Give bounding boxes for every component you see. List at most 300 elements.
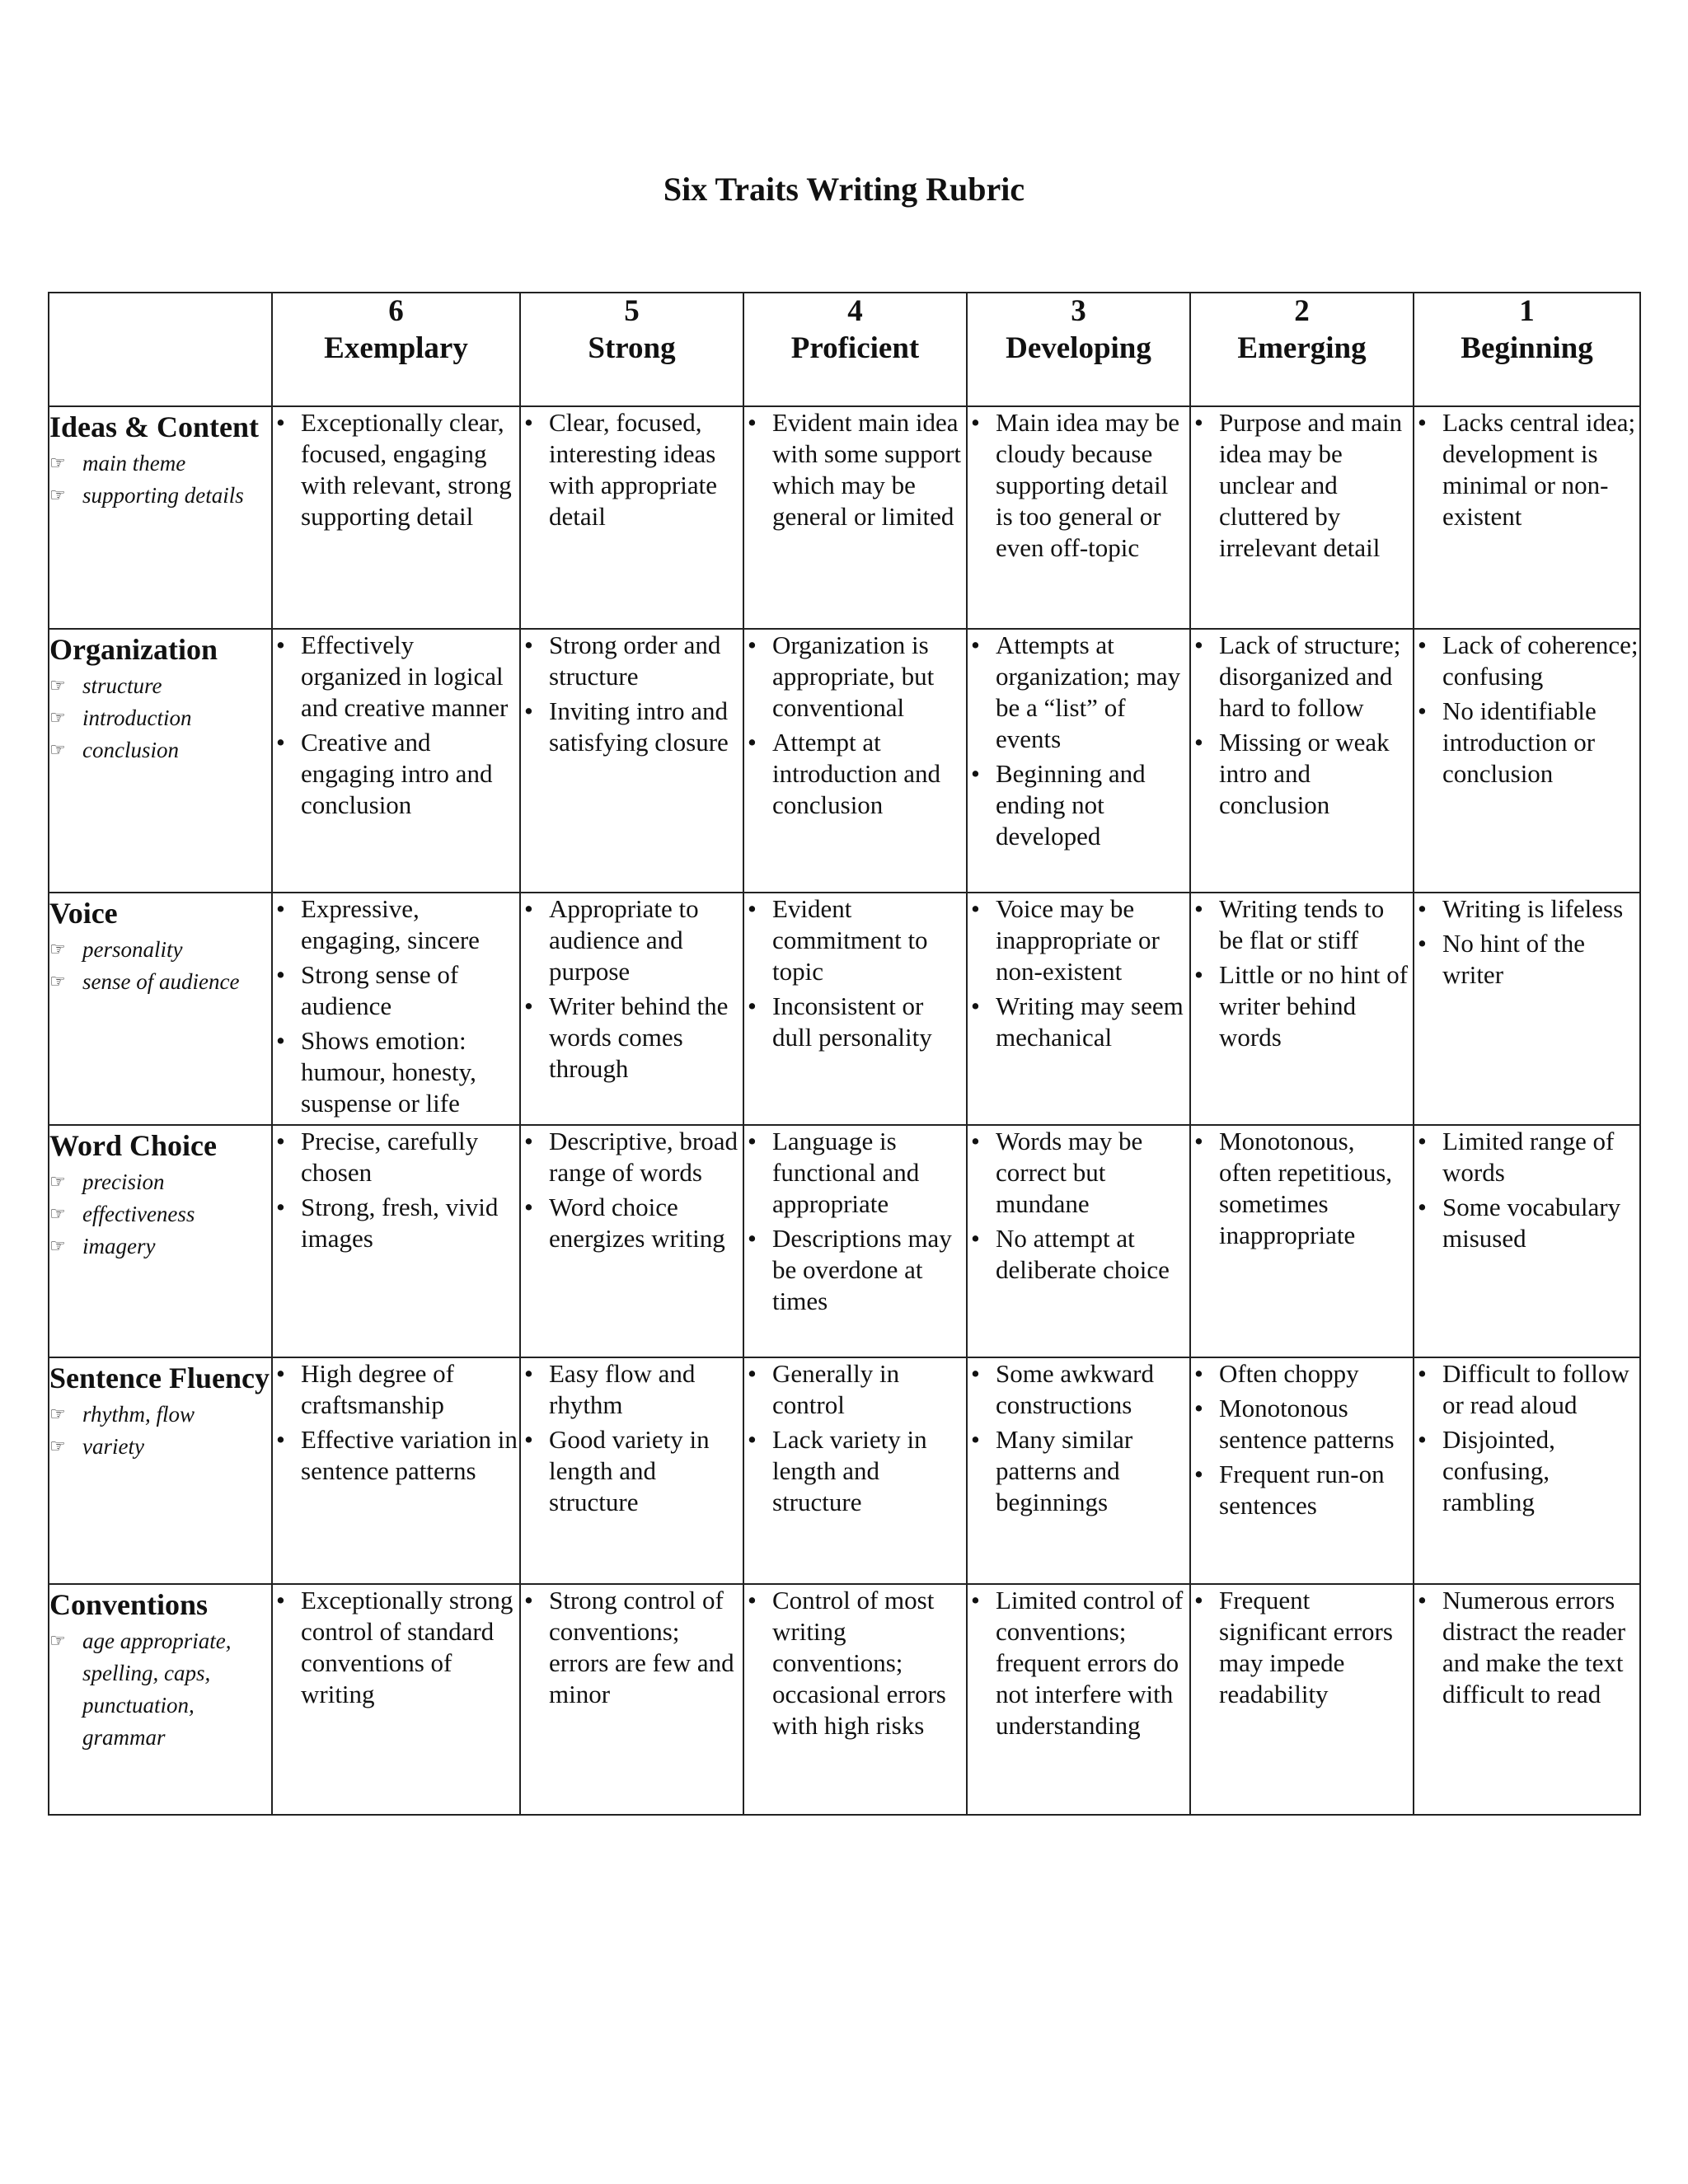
trait-subpoint [49, 1625, 271, 1754]
descriptor-list [968, 1126, 1189, 1286]
descriptor-list [1414, 630, 1639, 790]
trait-cell [49, 1357, 272, 1584]
descriptor-item [521, 696, 743, 758]
descriptor-list [968, 630, 1189, 852]
level-header [1414, 293, 1640, 406]
descriptor-text: No hint of the writer [1442, 929, 1586, 989]
bullet-icon: • [971, 408, 980, 437]
descriptor-text: Attempt at introduction and conclusion [772, 728, 941, 819]
descriptor-text: Lack variety in length and structure [772, 1425, 927, 1516]
level-number: 6 [388, 294, 404, 328]
descriptor-item [968, 1585, 1189, 1741]
descriptor-list [273, 1126, 519, 1254]
descriptor-cell [272, 1125, 520, 1357]
descriptor-item [521, 1192, 743, 1254]
trait-subpoint-text: imagery [82, 1234, 156, 1258]
trait-subpoints [49, 670, 271, 766]
descriptor-text: Often choppy [1219, 1359, 1359, 1388]
descriptor-text: Strong, fresh, vivid images [301, 1193, 499, 1253]
descriptor-text: Good variety in length and structure [549, 1425, 710, 1516]
bullet-icon: • [1418, 1193, 1427, 1221]
bullet-icon: • [1418, 1127, 1427, 1155]
descriptor-text: Strong control of conventions; errors are few and minor [549, 1586, 734, 1708]
descriptor-text: Easy flow and rhythm [549, 1359, 696, 1419]
bullet-icon: • [276, 894, 285, 923]
descriptor-item [521, 893, 743, 987]
trait-subpoint-text: variety [82, 1434, 144, 1459]
level-number: 4 [847, 294, 863, 328]
trait-subpoint-text: main theme [82, 451, 186, 476]
descriptor-text: Monotonous, often repetitious, sometimes inappropriate [1219, 1127, 1393, 1249]
bullet-icon: • [971, 991, 980, 1020]
bullet-icon: • [276, 728, 285, 757]
descriptor-item [521, 1126, 743, 1188]
descriptor-item [273, 893, 519, 956]
descriptor-item [1414, 630, 1639, 692]
bullet-icon: • [971, 630, 980, 659]
descriptor-item [744, 991, 966, 1053]
descriptor-list [968, 893, 1189, 1053]
trait-subpoint [49, 934, 271, 966]
hand-pointing-icon: ☞ [49, 1436, 66, 1456]
descriptor-text: No identifiable introduction or conclusion [1442, 696, 1597, 788]
descriptor-item [744, 727, 966, 821]
descriptor-item [968, 1223, 1189, 1286]
descriptor-text: Frequent significant errors may impede readability [1219, 1586, 1393, 1708]
descriptor-list [968, 1585, 1189, 1741]
trait-subpoint-text: structure [82, 673, 162, 698]
descriptor-cell [1190, 893, 1414, 1125]
trait-cell [49, 1584, 272, 1815]
descriptor-list [1191, 630, 1413, 821]
descriptor-list [521, 893, 743, 1085]
descriptor-text: Lack of structure; disorganized and hard to follow [1219, 630, 1401, 722]
bullet-icon: • [748, 630, 757, 659]
rubric-table [48, 292, 1641, 1816]
descriptor-text: Words may be correct but mundane [996, 1127, 1143, 1218]
rubric-row [49, 406, 1640, 629]
descriptor-item [521, 1585, 743, 1710]
descriptor-text: Control of most writing conventions; occasional errors with high risks [772, 1586, 946, 1740]
bullet-icon: • [1418, 1359, 1427, 1388]
trait-cell [49, 629, 272, 893]
level-name: Beginning [1461, 331, 1593, 365]
descriptor-text: Voice may be inappropriate or non-existent [996, 894, 1160, 986]
bullet-icon: • [1194, 1359, 1203, 1388]
bullet-icon: • [1418, 408, 1427, 437]
descriptor-text: Exceptionally strong control of standard conventions of writing [301, 1586, 513, 1708]
descriptor-item [744, 1585, 966, 1741]
descriptor-text: Appropriate to audience and purpose [549, 894, 699, 986]
hand-pointing-icon: ☞ [49, 452, 66, 473]
descriptor-cell [743, 1125, 967, 1357]
bullet-icon: • [1194, 630, 1203, 659]
trait-subpoints [49, 934, 271, 998]
descriptor-item [1191, 407, 1413, 564]
descriptor-item [1191, 959, 1413, 1053]
trait-cell [49, 1125, 272, 1357]
bullet-icon: • [276, 408, 285, 437]
trait-subpoint [49, 448, 271, 480]
descriptor-text: Organization is appropriate, but conventional [772, 630, 935, 722]
descriptor-text: Missing or weak intro and conclusion [1219, 728, 1390, 819]
hand-pointing-icon: ☞ [49, 485, 66, 505]
descriptor-item [968, 1358, 1189, 1421]
hand-pointing-icon: ☞ [49, 1235, 66, 1256]
descriptor-list [521, 1126, 743, 1254]
descriptor-item [1414, 1585, 1639, 1710]
descriptor-text: Generally in control [772, 1359, 900, 1419]
descriptor-cell [743, 629, 967, 893]
level-header [967, 293, 1190, 406]
level-number: 5 [624, 294, 640, 328]
bullet-icon: • [748, 991, 757, 1020]
descriptor-text: Writing tends to be flat or stiff [1219, 894, 1385, 954]
trait-subpoint-text: personality [82, 937, 183, 962]
descriptor-item [1191, 630, 1413, 724]
bullet-icon: • [524, 630, 533, 659]
descriptor-list [1191, 1126, 1413, 1251]
trait-subpoint [49, 1431, 271, 1463]
bullet-icon: • [1194, 1460, 1203, 1488]
descriptor-text: Exceptionally clear, focused, engaging with relevant, strong supporting detail [301, 408, 512, 531]
descriptor-list [968, 1358, 1189, 1518]
descriptor-item [1414, 1358, 1639, 1421]
rubric-row [49, 1125, 1640, 1357]
descriptor-item [1191, 1126, 1413, 1251]
descriptor-item [968, 630, 1189, 755]
bullet-icon: • [524, 1359, 533, 1388]
descriptor-list [273, 407, 519, 532]
hand-pointing-icon: ☞ [49, 1630, 66, 1651]
descriptor-cell [967, 893, 1190, 1125]
descriptor-text: Numerous errors distract the reader and make the text difficult to read [1442, 1586, 1626, 1708]
trait-name: Conventions [49, 1588, 209, 1621]
descriptor-cell [1414, 893, 1640, 1125]
hand-pointing-icon: ☞ [49, 739, 66, 760]
descriptor-item [521, 407, 743, 532]
descriptor-text: Descriptions may be overdone at times [772, 1224, 952, 1315]
trait-subpoint [49, 734, 271, 766]
bullet-icon: • [1194, 1586, 1203, 1615]
descriptor-list [744, 407, 966, 532]
descriptor-item [1414, 893, 1639, 925]
descriptor-cell [520, 1125, 743, 1357]
descriptor-list [1191, 1358, 1413, 1521]
bullet-icon: • [524, 1586, 533, 1615]
descriptor-text: Strong sense of audience [301, 960, 459, 1020]
descriptor-list [1191, 1585, 1413, 1710]
descriptor-list [744, 1358, 966, 1518]
descriptor-text: Shows emotion: humour, honesty, suspense or life [301, 1026, 476, 1118]
descriptor-item [273, 407, 519, 532]
descriptor-cell [520, 1357, 743, 1584]
descriptor-item [968, 1424, 1189, 1518]
descriptor-cell [1414, 1125, 1640, 1357]
trait-subpoint [49, 480, 271, 512]
hand-pointing-icon: ☞ [49, 1171, 66, 1192]
descriptor-cell [520, 1584, 743, 1815]
descriptor-list [521, 1585, 743, 1710]
descriptor-item [273, 630, 519, 724]
trait-subpoint-text: supporting details [82, 483, 244, 508]
rubric-body [49, 406, 1640, 1815]
descriptor-cell [967, 1584, 1190, 1815]
descriptor-cell [520, 406, 743, 629]
bullet-icon: • [971, 1359, 980, 1388]
trait-subpoint-text: sense of audience [82, 969, 240, 994]
bullet-icon: • [971, 1425, 980, 1454]
descriptor-text: Frequent run-on sentences [1219, 1460, 1385, 1520]
bullet-icon: • [276, 630, 285, 659]
rubric-row [49, 1584, 1640, 1815]
level-header [520, 293, 743, 406]
header-trait-cell [49, 293, 272, 406]
descriptor-item [273, 727, 519, 821]
trait-name: Organization [49, 633, 218, 666]
descriptor-cell [743, 1584, 967, 1815]
bullet-icon: • [276, 1425, 285, 1454]
bullet-icon: • [524, 696, 533, 725]
level-number: 2 [1294, 294, 1310, 328]
descriptor-item [1414, 696, 1639, 790]
bullet-icon: • [276, 1193, 285, 1221]
hand-pointing-icon: ☞ [49, 675, 66, 696]
descriptor-item [744, 893, 966, 987]
descriptor-item [1191, 893, 1413, 956]
descriptor-list [273, 893, 519, 1119]
descriptor-cell [1414, 1584, 1640, 1815]
descriptor-list [1414, 407, 1639, 532]
descriptor-cell [1190, 1584, 1414, 1815]
descriptor-item [744, 1358, 966, 1421]
descriptor-text: No attempt at deliberate choice [996, 1224, 1170, 1284]
descriptor-cell [1190, 629, 1414, 893]
descriptor-item [1191, 727, 1413, 821]
bullet-icon: • [971, 1127, 980, 1155]
hand-pointing-icon: ☞ [49, 971, 66, 991]
hand-pointing-icon: ☞ [49, 1404, 66, 1424]
descriptor-list [744, 1585, 966, 1741]
descriptor-text: Many similar patterns and beginnings [996, 1425, 1133, 1516]
descriptor-list [521, 407, 743, 532]
rubric-row [49, 629, 1640, 893]
descriptor-list [744, 1126, 966, 1317]
descriptor-cell [967, 406, 1190, 629]
hand-pointing-icon: ☞ [49, 1203, 66, 1224]
descriptor-cell [272, 893, 520, 1125]
descriptor-cell [1190, 406, 1414, 629]
trait-name: Sentence Fluency [49, 1361, 270, 1394]
descriptor-item [1191, 1393, 1413, 1455]
descriptor-text: Clear, focused, interesting ideas with appropriate detail [549, 408, 718, 531]
descriptor-text: Limited range of words [1442, 1127, 1615, 1187]
descriptor-cell [1190, 1125, 1414, 1357]
descriptor-item [744, 630, 966, 724]
bullet-icon: • [971, 759, 980, 788]
bullet-icon: • [748, 894, 757, 923]
descriptor-list [521, 1358, 743, 1518]
descriptor-item [744, 1424, 966, 1518]
descriptor-cell [967, 1357, 1190, 1584]
hand-pointing-icon: ☞ [49, 707, 66, 728]
descriptor-text: Monotonous sentence patterns [1219, 1394, 1395, 1454]
descriptor-list [744, 630, 966, 821]
trait-subpoints [49, 448, 271, 512]
descriptor-item [273, 1192, 519, 1254]
descriptor-cell [967, 1125, 1190, 1357]
descriptor-list [273, 1585, 519, 1710]
descriptor-cell [520, 629, 743, 893]
descriptor-text: Writer behind the words comes through [549, 991, 729, 1083]
descriptor-item [1191, 1358, 1413, 1390]
descriptor-item [1414, 928, 1639, 991]
bullet-icon: • [971, 894, 980, 923]
descriptor-item [1414, 407, 1639, 532]
descriptor-item [273, 1424, 519, 1487]
bullet-icon: • [1418, 1425, 1427, 1454]
descriptor-cell [743, 406, 967, 629]
descriptor-text: Inviting intro and satisfying closure [549, 696, 729, 757]
descriptor-cell [272, 406, 520, 629]
descriptor-item [521, 1424, 743, 1518]
descriptor-list [273, 1358, 519, 1487]
descriptor-list [744, 893, 966, 1053]
descriptor-item [744, 1223, 966, 1317]
descriptor-text: Effective variation in sentence patterns [301, 1425, 518, 1485]
bullet-icon: • [1194, 894, 1203, 923]
bullet-icon: • [524, 894, 533, 923]
trait-subpoint [49, 1399, 271, 1431]
descriptor-text: Limited control of conventions; frequent errors do not interfere with understanding [996, 1586, 1184, 1740]
descriptor-item [1191, 1585, 1413, 1710]
bullet-icon: • [276, 1586, 285, 1615]
descriptor-item [273, 1025, 519, 1119]
descriptor-text: Creative and engaging intro and conclusion [301, 728, 493, 819]
bullet-icon: • [1418, 630, 1427, 659]
descriptor-list [1414, 1358, 1639, 1518]
bullet-icon: • [971, 1586, 980, 1615]
bullet-icon: • [748, 1359, 757, 1388]
descriptor-text: Writing may seem mechanical [996, 991, 1184, 1052]
descriptor-item [273, 1358, 519, 1421]
bullet-icon: • [276, 1127, 285, 1155]
trait-name: Ideas & Content [49, 410, 260, 443]
descriptor-list [968, 407, 1189, 564]
descriptor-text: Effectively organized in logical and creative manner [301, 630, 509, 722]
descriptor-cell [272, 1584, 520, 1815]
descriptor-list [521, 630, 743, 758]
bullet-icon: • [1418, 894, 1427, 923]
descriptor-text: Writing is lifeless [1442, 894, 1624, 923]
descriptor-text: Expressive, engaging, sincere [301, 894, 480, 954]
trait-subpoints [49, 1399, 271, 1463]
bullet-icon: • [748, 728, 757, 757]
descriptor-cell [1190, 1357, 1414, 1584]
bullet-icon: • [748, 408, 757, 437]
descriptor-cell [1414, 406, 1640, 629]
descriptor-text: Evident main idea with some support which may be general or limited [772, 408, 962, 531]
trait-subpoint-text: introduction [82, 705, 192, 730]
level-header [1190, 293, 1414, 406]
trait-cell [49, 893, 272, 1125]
bullet-icon: • [1194, 728, 1203, 757]
bullet-icon: • [276, 1026, 285, 1055]
descriptor-text: Disjointed, confusing, rambling [1442, 1425, 1555, 1516]
trait-cell [49, 406, 272, 629]
descriptor-item [744, 407, 966, 532]
bullet-icon: • [276, 960, 285, 989]
bullet-icon: • [524, 408, 533, 437]
trait-name: Voice [49, 897, 118, 930]
trait-subpoint [49, 1198, 271, 1230]
bullet-icon: • [524, 1425, 533, 1454]
bullet-icon: • [524, 1127, 533, 1155]
descriptor-item [521, 991, 743, 1085]
level-name: Proficient [790, 331, 920, 365]
level-name: Emerging [1237, 331, 1367, 365]
bullet-icon: • [1194, 408, 1203, 437]
descriptor-list [273, 630, 519, 821]
descriptor-item [1414, 1424, 1639, 1518]
trait-subpoint [49, 670, 271, 702]
descriptor-item [273, 1126, 519, 1188]
descriptor-list [1191, 407, 1413, 564]
trait-subpoints [49, 1166, 271, 1263]
descriptor-text: Beginning and ending not developed [996, 759, 1146, 851]
descriptor-item [273, 959, 519, 1022]
trait-subpoint-text: conclusion [82, 738, 179, 762]
trait-subpoints [49, 1625, 271, 1754]
bullet-icon: • [1418, 1586, 1427, 1615]
descriptor-item [521, 1358, 743, 1421]
descriptor-text: Difficult to follow or read aloud [1442, 1359, 1629, 1419]
descriptor-text: Language is functional and appropriate [772, 1127, 920, 1218]
bullet-icon: • [971, 1224, 980, 1253]
trait-subpoint [49, 702, 271, 734]
descriptor-cell [272, 629, 520, 893]
descriptor-list [1414, 893, 1639, 991]
descriptor-text: Descriptive, broad range of words [549, 1127, 738, 1187]
bullet-icon: • [1194, 960, 1203, 989]
descriptor-item [521, 630, 743, 692]
trait-name: Word Choice [49, 1129, 217, 1162]
level-name: Exemplary [324, 331, 468, 365]
descriptor-text: High degree of craftsmanship [301, 1359, 454, 1419]
bullet-icon: • [748, 1425, 757, 1454]
descriptor-text: Some vocabulary misused [1442, 1193, 1621, 1253]
descriptor-text: Word choice energizes writing [549, 1193, 725, 1253]
header-row [49, 293, 1640, 406]
descriptor-cell [272, 1357, 520, 1584]
descriptor-list [1414, 1585, 1639, 1710]
descriptor-item [968, 1126, 1189, 1220]
level-number: 3 [1071, 294, 1086, 328]
descriptor-text: Evident commitment to topic [772, 894, 928, 986]
level-name: Strong [588, 331, 676, 365]
descriptor-text: Strong order and structure [549, 630, 721, 691]
bullet-icon: • [1194, 1394, 1203, 1422]
bullet-icon: • [748, 1127, 757, 1155]
descriptor-item [1414, 1192, 1639, 1254]
trait-subpoint-text: effectiveness [82, 1202, 195, 1226]
trait-subpoint-text: rhythm, flow [82, 1402, 195, 1427]
trait-subpoint-text: precision [82, 1169, 165, 1194]
level-number: 1 [1519, 294, 1535, 328]
descriptor-cell [743, 1357, 967, 1584]
level-header [743, 293, 967, 406]
descriptor-item [968, 407, 1189, 564]
